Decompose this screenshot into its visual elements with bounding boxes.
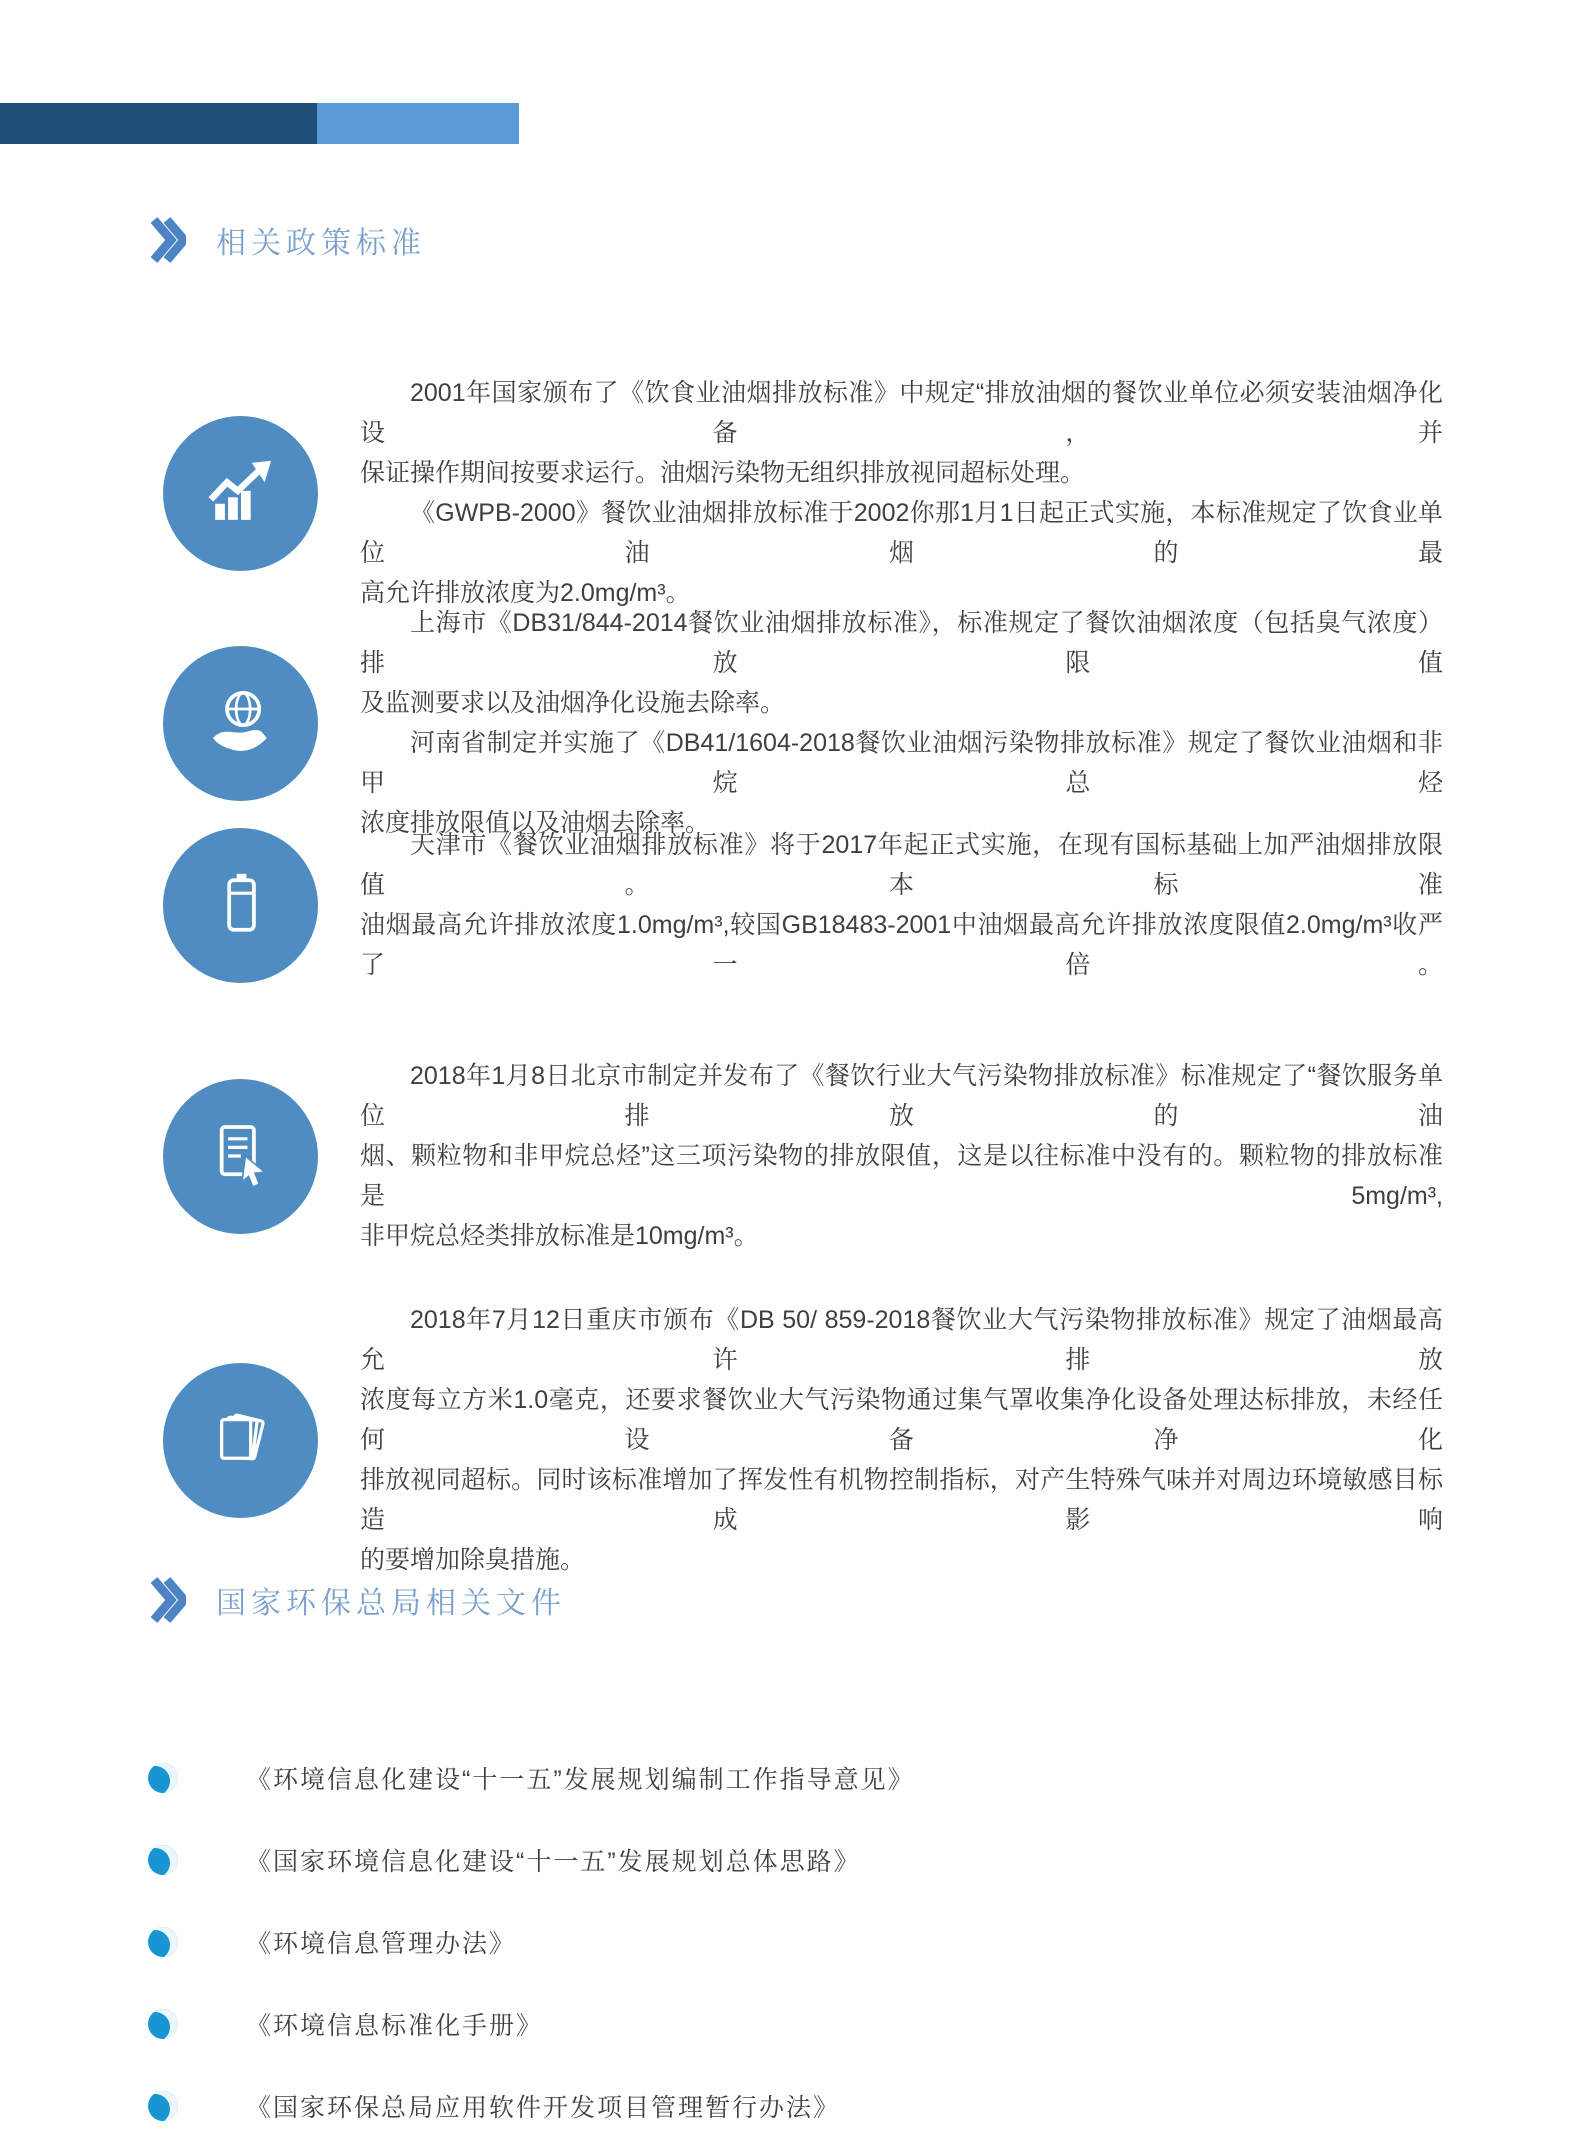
battery-icon [163, 828, 318, 983]
docs-section-title: 国家环保总局相关文件 [216, 1587, 566, 1620]
policy-block [163, 603, 1443, 843]
bar-dark-segment [0, 103, 317, 144]
text-line: 排放视同超标。同时该标准增加了挥发性有机物控制指标，对产生特殊气味并对周边环境敏感目标造成影响 [360, 1466, 1443, 1534]
list-item [148, 1819, 915, 1901]
policy-section-title: 相关政策标准 [216, 227, 426, 260]
checklist-cursor-icon [163, 1079, 318, 1234]
double-chevron-icon [150, 1576, 186, 1624]
text-line: 保证操作期间按要求运行。油烟污染物无组织排放视同超标处理。 [360, 459, 1086, 487]
doc-title: 《国家环境信息化建设“十一五”发展规划总体思路》 [246, 1848, 861, 1876]
policy-block-text [360, 825, 1443, 985]
text-line: 上海市《DB31/844-2014餐饮业油烟排放标准》，标准规定了餐饮油烟浓度（包括臭气浓度）排放限值 [360, 609, 1443, 677]
doc-title: 《环境信息标准化手册》 [246, 2012, 544, 2040]
globe-hand-icon [163, 646, 318, 801]
doc-title: 《国家环保总局应用软件开发项目管理暂行办法》 [246, 2094, 841, 2122]
text-line: 浓度排放限值以及油烟去除率。 [360, 809, 711, 837]
docs-list [148, 1737, 915, 2147]
policy-block [163, 1300, 1443, 1580]
list-item [148, 1737, 915, 1819]
top-decorative-bar [0, 103, 519, 144]
doc-title: 《环境信息化建设“十一五”发展规划编制工作指导意见》 [246, 1766, 915, 1794]
trend-chart-icon [163, 416, 318, 571]
list-item [148, 1901, 915, 1983]
text-line: 2018年1月8日北京市制定并发布了《餐饮行业大气污染物排放标准》标准规定了“餐饮服务单位排放的油 [360, 1062, 1443, 1130]
text-line: 非甲烷总烃类排放标准是10mg/m³。 [360, 1222, 759, 1250]
policy-block [163, 1056, 1443, 1256]
stacked-pages-icon [163, 1363, 318, 1518]
bullet-icon [148, 2009, 178, 2039]
text-line: 及监测要求以及油烟净化设施去除率。 [360, 689, 786, 717]
policy-block-text [360, 1056, 1443, 1256]
text-line: 的要增加除臭措施。 [360, 1546, 586, 1574]
doc-title: 《环境信息管理办法》 [246, 1930, 517, 1958]
policy-section-header [150, 216, 426, 264]
bullet-icon [148, 2091, 178, 2121]
policy-block [163, 373, 1443, 613]
policy-block-text [360, 1300, 1443, 1580]
text-line: 2018年7月12日重庆市颁布《DB 50/ 859-2018餐饮业大气污染物排放标准》规定了油烟最高允许排放 [360, 1306, 1443, 1374]
list-item [148, 1983, 915, 2065]
text-line: 天津市《餐饮业油烟排放标准》将于2017年起正式实施，在现有国标基础上加严油烟排放限值。本标准 [360, 831, 1443, 899]
text-line: 《GWPB-2000》餐饮业油烟排放标准于2002你那1月1日起正式实施，本标准规定了饮食业单位油烟的最 [360, 499, 1443, 567]
docs-section-header [150, 1576, 566, 1624]
bar-light-segment [317, 103, 519, 144]
text-line: 烟、颗粒物和非甲烷总烃”这三项污染物的排放限值，这是以往标准中没有的。颗粒物的排放标准是5mg/m³, [360, 1142, 1443, 1210]
policy-block [163, 825, 1443, 985]
text-line: 油烟最高允许排放浓度1.0mg/m³,较国GB18483-2001中油烟最高允许排放浓度限值2.0mg/m³收严了一倍。 [360, 911, 1443, 979]
double-chevron-icon [150, 216, 186, 264]
text-line: 高允许排放浓度为2.0mg/m³。 [360, 579, 691, 607]
list-item [148, 2065, 915, 2147]
bullet-icon [148, 1763, 178, 1793]
bullet-icon [148, 1845, 178, 1875]
policy-block-text [360, 373, 1443, 613]
text-line: 2001年国家颁布了《饮食业油烟排放标准》中规定“排放油烟的餐饮业单位必须安装油烟净化设备，并 [360, 379, 1443, 447]
policy-block-text [360, 603, 1443, 843]
text-line: 河南省制定并实施了《DB41/1604-2018餐饮业油烟污染物排放标准》规定了餐饮业油烟和非甲烷总烃 [360, 729, 1443, 797]
text-line: 浓度每立方米1.0毫克，还要求餐饮业大气污染物通过集气罩收集净化设备处理达标排放，未经任何设备净化 [360, 1386, 1443, 1454]
bullet-icon [148, 1927, 178, 1957]
